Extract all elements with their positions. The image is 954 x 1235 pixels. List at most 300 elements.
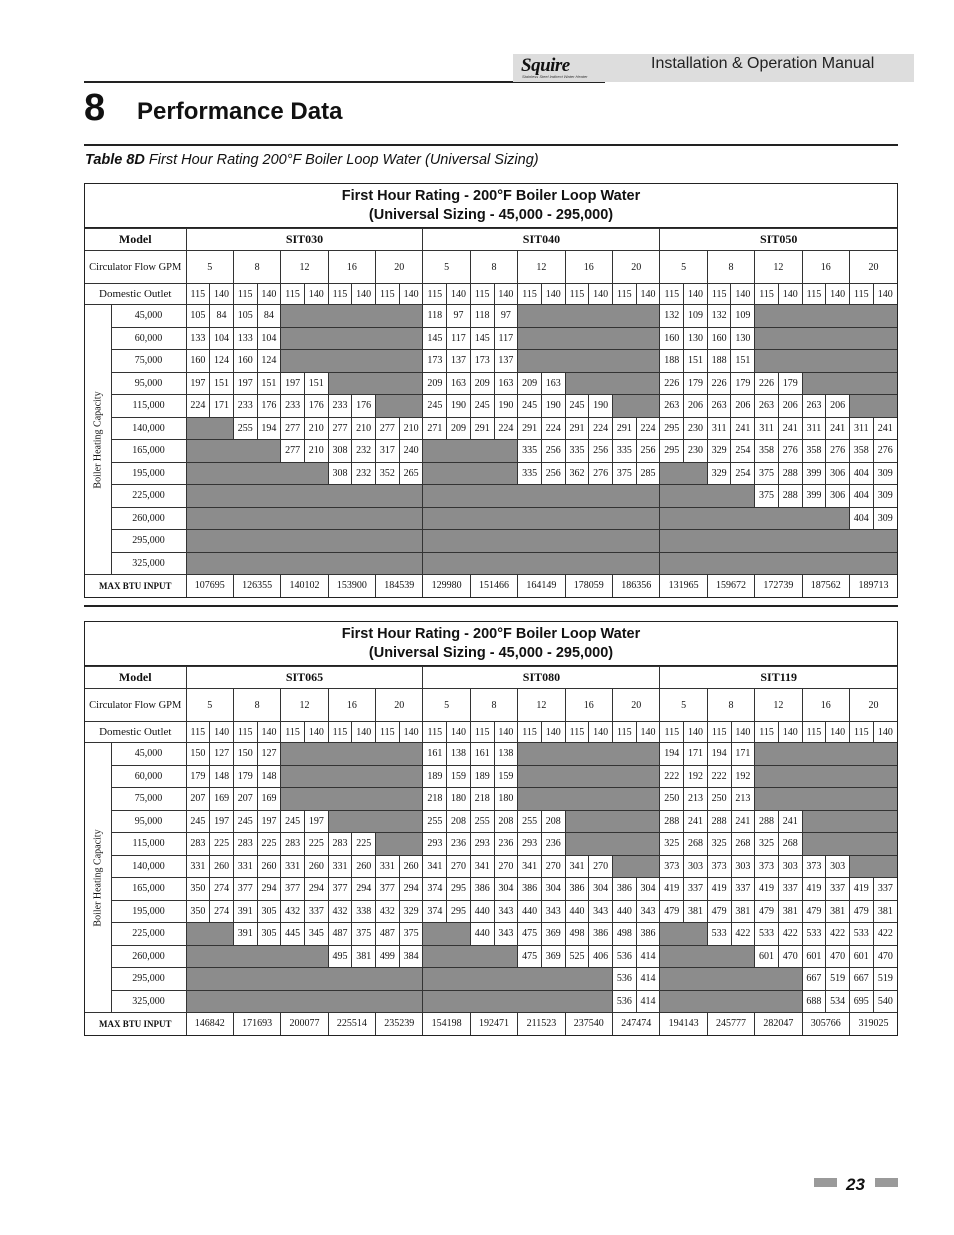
rating-value: 294 xyxy=(399,878,423,901)
flow-value: 5 xyxy=(660,251,707,284)
outlet-temp: 115 xyxy=(233,722,257,743)
rating-value: 117 xyxy=(494,327,518,350)
rating-value: 375 xyxy=(612,462,636,485)
rating-value: 288 xyxy=(755,810,779,833)
table-title-line1: First Hour Rating - 200°F Boiler Loop Water xyxy=(341,625,641,642)
rating-value: 309 xyxy=(873,507,897,530)
btu-value: 187562 xyxy=(802,575,849,597)
rating-value: 173 xyxy=(470,350,494,373)
data-grid xyxy=(85,228,897,597)
rating-value: 163 xyxy=(447,372,471,395)
btu-value: 200077 xyxy=(281,1013,328,1035)
table-title-line1: First Hour Rating - 200°F Boiler Loop Water xyxy=(341,187,641,204)
data-row xyxy=(85,372,897,395)
rating-value: 440 xyxy=(565,900,589,923)
rating-value: 381 xyxy=(826,900,850,923)
rating-value: 160 xyxy=(660,327,684,350)
rating-value: 225 xyxy=(210,833,234,856)
outlet-temp: 140 xyxy=(257,722,281,743)
rating-value: 295 xyxy=(660,440,684,463)
rating-value: 337 xyxy=(778,878,802,901)
data-row xyxy=(85,900,897,923)
rating-value: 260 xyxy=(257,855,281,878)
rating-value: 414 xyxy=(636,990,660,1013)
rating-value: 245 xyxy=(565,395,589,418)
rating-value: 276 xyxy=(589,462,613,485)
rating-value: 498 xyxy=(565,923,589,946)
table-caption xyxy=(85,152,539,168)
rating-value: 479 xyxy=(660,900,684,923)
capacity-value: 260,000 xyxy=(111,507,186,530)
rating-value: 197 xyxy=(186,372,210,395)
rating-value: 241 xyxy=(778,417,802,440)
outlet-temp: 140 xyxy=(210,284,234,305)
unavailable-cell xyxy=(423,945,518,968)
rating-value: 226 xyxy=(755,372,779,395)
rating-value: 241 xyxy=(731,417,755,440)
rating-value: 306 xyxy=(826,485,850,508)
rating-value: 159 xyxy=(494,765,518,788)
rating-value: 283 xyxy=(281,833,305,856)
rating-value: 148 xyxy=(257,765,281,788)
page-bar-left xyxy=(814,1178,837,1187)
capacity-value: 140,000 xyxy=(111,417,186,440)
outlet-temp: 140 xyxy=(731,284,755,305)
rating-value: 440 xyxy=(470,923,494,946)
rating-value: 210 xyxy=(352,417,376,440)
rating-value: 335 xyxy=(518,462,542,485)
rating-value: 419 xyxy=(707,878,731,901)
rating-value: 305 xyxy=(257,923,281,946)
capacity-value: 60,000 xyxy=(111,765,186,788)
rating-value: 374 xyxy=(423,900,447,923)
outlet-temp: 140 xyxy=(304,284,328,305)
rating-value: 381 xyxy=(731,900,755,923)
outlet-row xyxy=(85,284,897,305)
caption-label: Table 8D xyxy=(85,152,145,168)
rating-value: 97 xyxy=(494,305,518,328)
rating-value: 291 xyxy=(612,417,636,440)
outlet-temp: 115 xyxy=(423,284,447,305)
capacity-value: 140,000 xyxy=(111,855,186,878)
rating-value: 325 xyxy=(755,833,779,856)
rating-value: 260 xyxy=(210,855,234,878)
rating-value: 245 xyxy=(281,810,305,833)
rating-value: 391 xyxy=(233,923,257,946)
rating-value: 377 xyxy=(233,878,257,901)
rating-value: 341 xyxy=(565,855,589,878)
btu-value: 140102 xyxy=(281,575,328,597)
rating-value: 293 xyxy=(470,833,494,856)
rating-value: 124 xyxy=(257,350,281,373)
btu-value: 107695 xyxy=(186,575,233,597)
data-row xyxy=(85,743,897,766)
flow-value: 5 xyxy=(423,689,470,722)
rating-value: 303 xyxy=(684,855,708,878)
flow-value: 8 xyxy=(233,251,280,284)
flow-value: 16 xyxy=(565,251,612,284)
rating-value: 151 xyxy=(684,350,708,373)
rating-value: 245 xyxy=(186,810,210,833)
rating-value: 84 xyxy=(210,305,234,328)
outlet-temp: 140 xyxy=(541,284,565,305)
data-row xyxy=(85,417,897,440)
rating-value: 270 xyxy=(589,855,613,878)
rating-value: 224 xyxy=(636,417,660,440)
flow-value: 20 xyxy=(376,689,423,722)
rating-value: 160 xyxy=(186,350,210,373)
rating-value: 232 xyxy=(352,462,376,485)
flow-value: 12 xyxy=(518,251,565,284)
rating-value: 343 xyxy=(636,900,660,923)
rating-value: 151 xyxy=(304,372,328,395)
unavailable-cell xyxy=(802,833,897,856)
data-row xyxy=(85,507,897,530)
rating-value: 667 xyxy=(849,968,873,991)
flow-value: 20 xyxy=(849,689,897,722)
outlet-temp: 140 xyxy=(257,284,281,305)
rating-value: 688 xyxy=(802,990,826,1013)
rating-value: 104 xyxy=(257,327,281,350)
flow-value: 20 xyxy=(612,689,659,722)
rating-value: 399 xyxy=(802,462,826,485)
rating-value: 105 xyxy=(233,305,257,328)
rating-value: 414 xyxy=(636,968,660,991)
outlet-temp: 140 xyxy=(684,722,708,743)
rating-value: 404 xyxy=(849,507,873,530)
rating-value: 268 xyxy=(731,833,755,856)
rating-value: 479 xyxy=(849,900,873,923)
rating-value: 277 xyxy=(281,440,305,463)
unavailable-cell xyxy=(755,788,897,811)
outlet-temp: 140 xyxy=(352,284,376,305)
flow-value: 8 xyxy=(707,689,754,722)
rating-value: 331 xyxy=(233,855,257,878)
flow-value: 12 xyxy=(755,251,802,284)
rating-value: 188 xyxy=(660,350,684,373)
unavailable-cell xyxy=(423,485,660,508)
rating-value: 188 xyxy=(707,350,731,373)
rating-value: 241 xyxy=(873,417,897,440)
rating-value: 306 xyxy=(826,462,850,485)
btu-value: 237540 xyxy=(565,1013,612,1035)
data-row xyxy=(85,810,897,833)
rating-value: 245 xyxy=(233,810,257,833)
unavailable-cell xyxy=(755,327,897,350)
rating-value: 377 xyxy=(328,878,352,901)
btu-value: 184539 xyxy=(376,575,423,597)
outlet-temp: 115 xyxy=(565,284,589,305)
flow-value: 20 xyxy=(849,251,897,284)
rating-value: 338 xyxy=(352,900,376,923)
rating-value: 254 xyxy=(731,462,755,485)
rating-value: 375 xyxy=(755,485,779,508)
outlet-temp: 115 xyxy=(660,722,684,743)
rating-value: 308 xyxy=(328,462,352,485)
rating-value: 295 xyxy=(447,900,471,923)
model-name: SIT119 xyxy=(660,667,897,689)
rating-value: 236 xyxy=(494,833,518,856)
rating-value: 295 xyxy=(660,417,684,440)
rating-value: 190 xyxy=(541,395,565,418)
rating-value: 303 xyxy=(826,855,850,878)
rating-value: 386 xyxy=(612,878,636,901)
outlet-temp: 115 xyxy=(376,284,400,305)
rating-value: 224 xyxy=(186,395,210,418)
rating-value: 440 xyxy=(470,900,494,923)
rating-value: 419 xyxy=(755,878,779,901)
unavailable-cell xyxy=(281,350,423,373)
capacity-value: 195,000 xyxy=(111,900,186,923)
rating-value: 179 xyxy=(731,372,755,395)
rating-value: 206 xyxy=(826,395,850,418)
rating-value: 241 xyxy=(826,417,850,440)
unavailable-cell xyxy=(660,968,802,991)
rating-value: 277 xyxy=(376,417,400,440)
performance-table-2 xyxy=(84,621,898,1036)
btu-value: 153900 xyxy=(328,575,375,597)
rating-value: 304 xyxy=(589,878,613,901)
rating-value: 337 xyxy=(731,878,755,901)
outlet-temp: 140 xyxy=(589,284,613,305)
rating-value: 268 xyxy=(778,833,802,856)
btu-value: 186356 xyxy=(612,575,659,597)
unavailable-cell xyxy=(660,462,707,485)
unavailable-cell xyxy=(423,923,470,946)
capacity-value: 75,000 xyxy=(111,350,186,373)
outlet-temp: 140 xyxy=(447,722,471,743)
rating-value: 303 xyxy=(778,855,802,878)
rating-value: 194 xyxy=(660,743,684,766)
rating-value: 176 xyxy=(257,395,281,418)
data-row xyxy=(85,968,897,991)
outlet-temp: 115 xyxy=(660,284,684,305)
rating-value: 293 xyxy=(518,833,542,856)
unavailable-cell xyxy=(423,530,660,553)
rating-value: 381 xyxy=(873,900,897,923)
capacity-value: 225,000 xyxy=(111,485,186,508)
outlet-temp: 115 xyxy=(707,722,731,743)
btu-value: 282047 xyxy=(755,1013,802,1035)
rating-value: 245 xyxy=(423,395,447,418)
rating-value: 194 xyxy=(707,743,731,766)
rating-value: 519 xyxy=(826,968,850,991)
outlet-temp: 140 xyxy=(731,722,755,743)
rating-value: 335 xyxy=(565,440,589,463)
rating-value: 171 xyxy=(731,743,755,766)
rating-value: 337 xyxy=(684,878,708,901)
outlet-temp: 115 xyxy=(281,722,305,743)
outlet-temp: 140 xyxy=(399,722,423,743)
unavailable-cell xyxy=(376,395,423,418)
rating-value: 274 xyxy=(210,878,234,901)
rating-value: 288 xyxy=(778,485,802,508)
outlet-temp: 115 xyxy=(849,284,873,305)
capacity-value: 165,000 xyxy=(111,440,186,463)
flow-value: 8 xyxy=(707,251,754,284)
rating-value: 432 xyxy=(328,900,352,923)
rating-value: 304 xyxy=(636,878,660,901)
rating-value: 271 xyxy=(423,417,447,440)
outlet-temp: 115 xyxy=(849,722,873,743)
rating-value: 151 xyxy=(210,372,234,395)
rating-value: 163 xyxy=(541,372,565,395)
outlet-temp: 140 xyxy=(541,722,565,743)
outlet-temp: 115 xyxy=(328,722,352,743)
rating-value: 386 xyxy=(636,923,660,946)
rating-value: 432 xyxy=(376,900,400,923)
chapter-title: Performance Data xyxy=(137,98,343,125)
unavailable-cell xyxy=(423,990,613,1013)
rating-value: 197 xyxy=(304,810,328,833)
rating-value: 192 xyxy=(684,765,708,788)
model-name: SIT080 xyxy=(423,667,660,689)
rating-value: 190 xyxy=(447,395,471,418)
unavailable-cell xyxy=(849,395,897,418)
rating-value: 225 xyxy=(352,833,376,856)
rating-value: 218 xyxy=(423,788,447,811)
rating-value: 479 xyxy=(802,900,826,923)
unavailable-cell xyxy=(660,507,850,530)
squire-logo xyxy=(521,55,599,81)
outlet-temp: 140 xyxy=(873,284,897,305)
btu-value: 164149 xyxy=(518,575,565,597)
rating-value: 276 xyxy=(826,440,850,463)
rating-value: 260 xyxy=(304,855,328,878)
rating-value: 130 xyxy=(684,327,708,350)
logo-wordmark: Squire xyxy=(521,55,570,76)
rating-value: 533 xyxy=(849,923,873,946)
unavailable-cell xyxy=(186,530,423,553)
outlet-temp: 140 xyxy=(684,284,708,305)
rating-value: 352 xyxy=(376,462,400,485)
rating-value: 256 xyxy=(589,440,613,463)
flow-row xyxy=(85,689,897,722)
rating-value: 350 xyxy=(186,900,210,923)
btu-value: 146842 xyxy=(186,1013,233,1035)
unavailable-cell xyxy=(755,305,897,328)
data-row xyxy=(85,395,897,418)
unavailable-cell xyxy=(281,788,423,811)
data-row xyxy=(85,327,897,350)
rating-value: 311 xyxy=(755,417,779,440)
unavailable-cell xyxy=(660,485,755,508)
unavailable-cell xyxy=(518,788,660,811)
outlet-temp: 140 xyxy=(494,722,518,743)
outlet-temp: 140 xyxy=(826,284,850,305)
table-title-line2: (Universal Sizing - 45,000 - 295,000) xyxy=(368,644,614,661)
rating-value: 422 xyxy=(826,923,850,946)
chapter-number: 8 xyxy=(84,87,106,129)
unavailable-cell xyxy=(802,810,897,833)
max-btu-label: MAX BTU INPUT xyxy=(85,575,186,597)
capacity-value: 260,000 xyxy=(111,945,186,968)
outlet-temp: 115 xyxy=(612,722,636,743)
rating-value: 194 xyxy=(257,417,281,440)
rating-value: 230 xyxy=(684,417,708,440)
capacity-value: 115,000 xyxy=(111,833,186,856)
outlet-temp: 140 xyxy=(778,722,802,743)
outlet-temp: 115 xyxy=(802,722,826,743)
rating-value: 381 xyxy=(352,945,376,968)
flow-value: 12 xyxy=(281,689,328,722)
capacity-value: 165,000 xyxy=(111,878,186,901)
rating-value: 222 xyxy=(707,765,731,788)
rating-value: 419 xyxy=(660,878,684,901)
rating-value: 233 xyxy=(328,395,352,418)
outlet-temp: 115 xyxy=(470,284,494,305)
rating-value: 206 xyxy=(684,395,708,418)
rating-value: 132 xyxy=(707,305,731,328)
rating-value: 533 xyxy=(802,923,826,946)
rating-value: 291 xyxy=(565,417,589,440)
outlet-temp: 115 xyxy=(328,284,352,305)
outlet-temp: 115 xyxy=(707,284,731,305)
model-name: SIT050 xyxy=(660,229,897,251)
btu-value: 171693 xyxy=(233,1013,280,1035)
rating-value: 161 xyxy=(470,743,494,766)
model-row xyxy=(85,229,897,251)
rating-value: 145 xyxy=(423,327,447,350)
btu-value: 211523 xyxy=(518,1013,565,1035)
page-number: 23 xyxy=(846,1175,865,1194)
rating-value: 124 xyxy=(210,350,234,373)
rating-value: 241 xyxy=(778,810,802,833)
capacity-value: 95,000 xyxy=(111,810,186,833)
btu-value: 192471 xyxy=(470,1013,517,1035)
rating-value: 422 xyxy=(731,923,755,946)
outlet-temp: 115 xyxy=(755,284,779,305)
rating-value: 419 xyxy=(849,878,873,901)
btu-value: 245777 xyxy=(707,1013,754,1035)
unavailable-cell xyxy=(423,968,613,991)
rating-value: 263 xyxy=(802,395,826,418)
rating-value: 304 xyxy=(541,878,565,901)
rating-value: 263 xyxy=(755,395,779,418)
rating-value: 224 xyxy=(589,417,613,440)
capacity-axis-label xyxy=(85,743,111,1013)
rating-value: 250 xyxy=(660,788,684,811)
section-rule xyxy=(84,605,898,607)
flow-value: 8 xyxy=(470,251,517,284)
capacity-axis-text: Boiler Heating Capacity xyxy=(92,828,104,927)
rating-value: 255 xyxy=(233,417,257,440)
page-bar-right xyxy=(875,1178,898,1187)
rating-value: 207 xyxy=(186,788,210,811)
flow-value: 5 xyxy=(186,251,233,284)
outlet-temp: 140 xyxy=(304,722,328,743)
table-title xyxy=(85,184,897,228)
data-row xyxy=(85,462,897,485)
rating-value: 176 xyxy=(304,395,328,418)
rating-value: 373 xyxy=(707,855,731,878)
rating-value: 265 xyxy=(399,462,423,485)
rating-value: 293 xyxy=(423,833,447,856)
rating-value: 288 xyxy=(707,810,731,833)
rating-value: 373 xyxy=(802,855,826,878)
flow-value: 8 xyxy=(470,689,517,722)
unavailable-cell xyxy=(186,507,423,530)
rating-value: 132 xyxy=(660,305,684,328)
rating-value: 260 xyxy=(399,855,423,878)
rating-value: 375 xyxy=(399,923,423,946)
rating-value: 176 xyxy=(352,395,376,418)
rating-value: 470 xyxy=(826,945,850,968)
rating-value: 536 xyxy=(612,945,636,968)
rating-value: 422 xyxy=(873,923,897,946)
unavailable-cell xyxy=(423,440,518,463)
flow-value: 16 xyxy=(328,689,375,722)
